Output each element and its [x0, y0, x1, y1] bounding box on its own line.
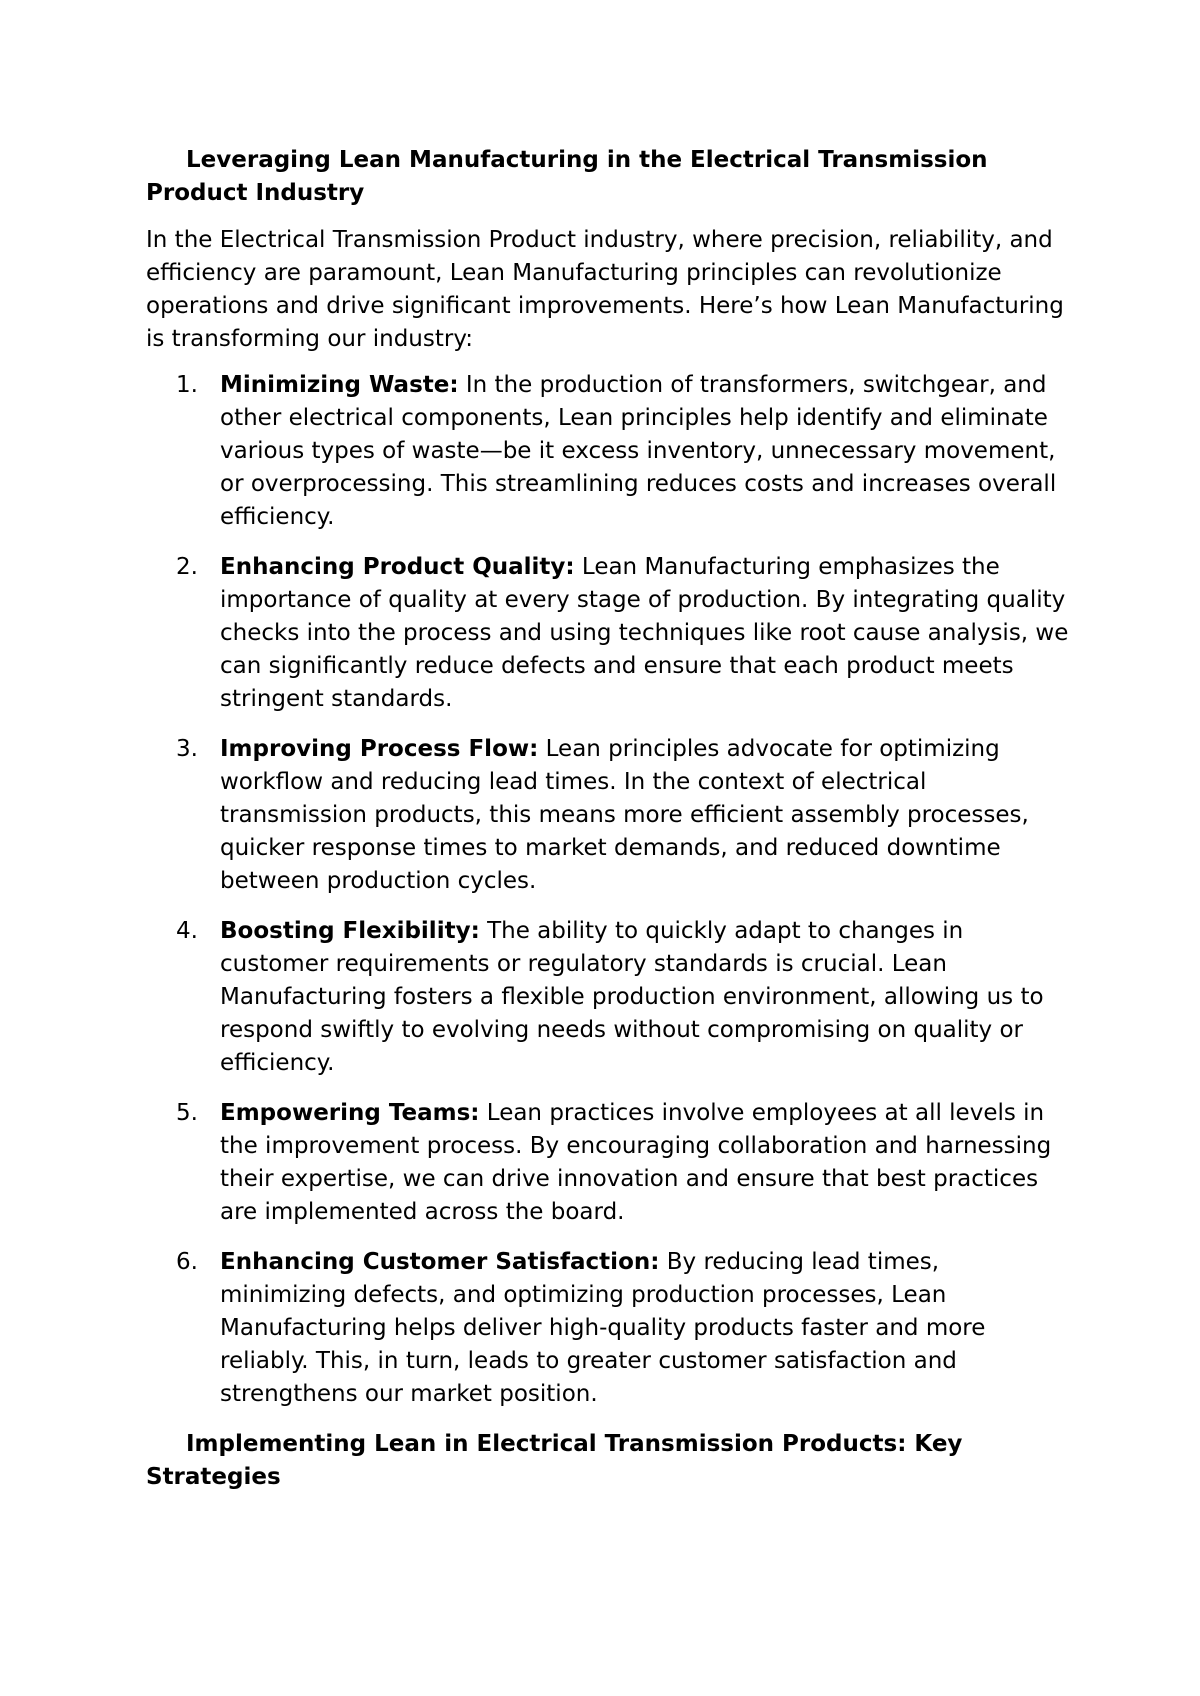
list-item — [146, 1246, 1070, 1411]
list-item-text: Lean principles advocate for optimizing workflow and reducing lead times. In the context of electrical transmission products, this means more efficient assembly processes, quicker response times to market demands, and reduced downtime between production cycles. — [220, 736, 1029, 894]
list-item-text: Lean practices involve employees at all levels in the improvement process. By encouraging collaboration and harnessing their expertise, we can drive innovation and ensure that best practices are implemented across the board. — [220, 1100, 1052, 1225]
list-item — [146, 551, 1070, 716]
section-heading: Implementing Lean in Electrical Transmission Products: Key Strategies — [146, 1431, 963, 1490]
list-item-title: Enhancing Product Quality: — [220, 554, 575, 580]
list-item-text: By reducing lead times, minimizing defects, and optimizing production processes, Lean Manufacturing helps deliver high-quality products faster and more reliably. This, in turn, leads to greater customer satisfaction and strengthens our market position. — [220, 1249, 986, 1407]
list-item-title: Boosting Flexibility: — [220, 918, 480, 944]
document-title: Leveraging Lean Manufacturing in the Electrical Transmission Product Industry — [146, 147, 988, 206]
list-item — [146, 915, 1070, 1080]
list-item-title: Enhancing Customer Satisfaction: — [220, 1249, 660, 1275]
list-item-number: 1. — [176, 372, 198, 398]
list-item-title: Improving Process Flow: — [220, 736, 539, 762]
list-item-text: Lean Manufacturing emphasizes the importance of quality at every stage of production. By integrating quality checks into the process and using techniques like root cause analysis, we can significantly reduce defects and ensure that each product meets stringent standards. — [220, 554, 1069, 712]
list-item-title: Minimizing Waste: — [220, 372, 459, 398]
intro-paragraph: In the Electrical Transmission Product industry, where precision, reliability, and efficiency are paramount, Lean Manufacturing principles can revolutionize operations and drive significant improvements. Here’s how Lean Manufacturing is transforming our industry: — [146, 227, 1064, 352]
list-item-number: 5. — [176, 1100, 198, 1126]
list-item-number: 2. — [176, 554, 198, 580]
numbered-list — [146, 369, 1070, 1411]
list-item — [146, 733, 1070, 898]
list-item — [146, 369, 1070, 534]
list-item-title: Empowering Teams: — [220, 1100, 480, 1126]
list-item-text: The ability to quickly adapt to changes in customer requirements or regulatory standards is crucial. Lean Manufacturing fosters a flexible production environment, allowing us to respond swiftly to evolving needs without compromising on quality or efficiency. — [220, 918, 1044, 1076]
list-item-number: 6. — [176, 1249, 198, 1275]
list-item-text: In the production of transformers, switchgear, and other electrical components, Lean principles help identify and eliminate various types of waste—be it excess inventory, unnecessary movement, or overprocessing. This streamlining reduces costs and increases overall efficiency. — [220, 372, 1057, 530]
list-item-number: 4. — [176, 918, 198, 944]
list-item-number: 3. — [176, 736, 198, 762]
list-item — [146, 1097, 1070, 1229]
